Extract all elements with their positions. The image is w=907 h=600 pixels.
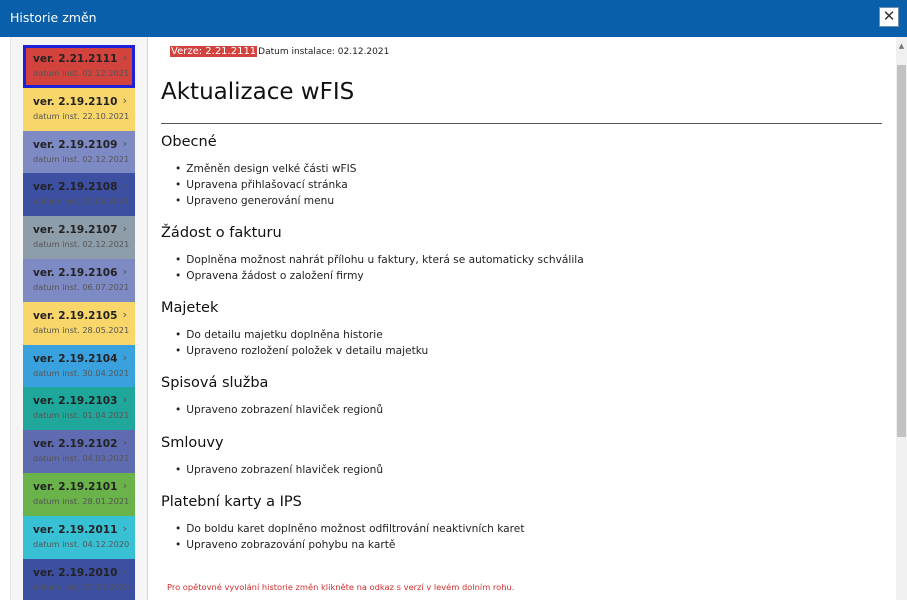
- version-number: ver. 2.19.2106: [33, 266, 118, 279]
- version-item[interactable]: [23, 131, 135, 174]
- install-date: Datum instalace: 02.12.2021: [258, 47, 390, 57]
- change-section: [161, 375, 383, 418]
- version-item[interactable]: [23, 216, 135, 259]
- version-item[interactable]: [23, 88, 135, 131]
- version-info-line: [170, 46, 389, 57]
- window-title: Historie změn: [10, 10, 97, 25]
- chevron-right-icon: ›: [122, 93, 127, 107]
- chevron-right-icon: ›: [122, 564, 127, 578]
- version-install-date: datum inst. 04.03.2021: [33, 453, 130, 464]
- version-install-date: datum inst. 28.01.2021: [33, 495, 130, 506]
- version-item[interactable]: [23, 559, 135, 600]
- section-heading: Obecné: [161, 134, 217, 150]
- version-number: ver. 2.19.2105: [33, 309, 118, 322]
- chevron-right-icon: ›: [122, 264, 127, 278]
- change-section: [161, 300, 428, 359]
- close-icon: ✕: [882, 7, 896, 25]
- change-item: • Do detailu majetku doplněna historie: [175, 327, 428, 343]
- change-item: • Opravena žádost o založení firmy: [175, 268, 584, 284]
- version-install-date: datum inst. 15.09.2021: [33, 196, 130, 207]
- version-item[interactable]: [23, 345, 135, 388]
- change-list: [175, 521, 524, 553]
- version-item[interactable]: [23, 516, 135, 559]
- version-number: ver. 2.19.2104: [33, 352, 118, 365]
- title-bar: [0, 0, 907, 37]
- change-detail-panel: [148, 37, 896, 600]
- change-list: [175, 402, 383, 418]
- change-item: • Upraveno zobrazení hlaviček regionů: [175, 402, 383, 418]
- change-list: [175, 462, 383, 478]
- change-item: • Upraveno rozložení položek v detailu majetku: [175, 343, 428, 359]
- version-install-date: datum inst. 02.12.2021: [33, 68, 130, 78]
- change-item: • Doplněna možnost nahrát přílohu u faktury, která se automaticky schválila: [175, 252, 584, 268]
- change-section: [161, 494, 524, 553]
- section-heading: Žádost o fakturu: [161, 225, 282, 241]
- change-item: • Upraveno zobrazování pohybu na kartě: [175, 537, 524, 553]
- version-install-date: datum inst. 30.04.2021: [33, 367, 130, 378]
- chevron-right-icon: ›: [122, 393, 127, 407]
- chevron-right-icon: ›: [122, 521, 127, 535]
- title-divider: [161, 123, 882, 124]
- version-install-date: datum inst. 01.04.2021: [33, 410, 130, 421]
- change-item: • Upraveno zobrazení hlaviček regionů: [175, 462, 383, 478]
- close-button[interactable]: [879, 7, 899, 27]
- change-section: [161, 435, 383, 478]
- version-number: ver. 2.19.2102: [33, 438, 118, 451]
- version-list: [23, 45, 135, 600]
- version-item[interactable]: [23, 259, 135, 302]
- chevron-right-icon: ›: [122, 436, 127, 450]
- version-badge: Verze: 2.21.2111: [171, 46, 257, 57]
- footnote: Pro opětovné vyvolání historie změn klikněte na odkaz s verzí v levém dolním rohu.: [167, 582, 515, 592]
- version-number: ver. 2.19.2110: [33, 95, 118, 108]
- version-number: ver. 2.19.2103: [33, 395, 118, 408]
- section-heading: Smlouvy: [161, 435, 224, 451]
- version-number: ver. 2.19.2011: [33, 523, 118, 536]
- version-number: ver. 2.19.2101: [33, 480, 118, 493]
- scroll-up-arrow-icon[interactable]: ▲: [898, 42, 905, 50]
- version-install-date: datum inst. 02.12.2021: [33, 239, 130, 250]
- version-item[interactable]: [23, 45, 135, 88]
- version-install-date: datum inst. 02.12.2021: [33, 153, 130, 164]
- version-number: ver. 2.21.2111: [33, 53, 118, 65]
- version-number: ver. 2.19.2107: [33, 224, 118, 237]
- version-install-date: datum inst. 28.05.2021: [33, 324, 130, 335]
- change-list: [175, 161, 356, 209]
- change-list: [175, 327, 428, 359]
- version-item[interactable]: [23, 387, 135, 430]
- change-section: [161, 225, 584, 284]
- chevron-right-icon: ›: [122, 136, 127, 150]
- scrollbar-thumb[interactable]: [897, 65, 906, 437]
- version-item[interactable]: [23, 302, 135, 345]
- chevron-right-icon: ›: [122, 307, 127, 321]
- vertical-scrollbar[interactable]: [896, 37, 907, 600]
- chevron-right-icon: ›: [122, 179, 127, 193]
- chevron-right-icon: ›: [122, 478, 127, 492]
- section-heading: Spisová služba: [161, 375, 269, 391]
- version-item[interactable]: [23, 473, 135, 516]
- version-item[interactable]: [23, 173, 135, 216]
- change-item: • Upravena přihlašovací stránka: [175, 177, 356, 193]
- version-item[interactable]: [23, 430, 135, 473]
- section-heading: Majetek: [161, 300, 219, 316]
- version-install-date: datum inst. 06.07.2021: [33, 281, 130, 292]
- version-sidebar: [10, 37, 148, 600]
- version-install-date: datum inst. 04.12.2020: [33, 538, 130, 549]
- version-install-date: datum inst. 27.10.2020: [33, 581, 130, 592]
- change-item: • Upraveno generování menu: [175, 193, 356, 209]
- section-heading: Platební karty a IPS: [161, 494, 302, 510]
- change-list: [175, 252, 584, 284]
- chevron-right-icon: ›: [122, 350, 127, 364]
- version-number: ver. 2.19.2108: [33, 181, 118, 194]
- change-section: [161, 134, 356, 209]
- version-number: ver. 2.19.2109: [33, 138, 118, 151]
- change-item: • Do boldu karet doplněno možnost odfiltrování neaktivních karet: [175, 521, 524, 537]
- change-item: • Změněn design velké části wFIS: [175, 161, 356, 177]
- page-title: Aktualizace wFIS: [161, 79, 355, 105]
- version-install-date: datum inst. 22.10.2021: [33, 110, 130, 121]
- chevron-right-icon: ›: [122, 222, 127, 236]
- version-number: ver. 2.19.2010: [33, 566, 118, 579]
- chevron-right-icon: ›: [122, 51, 127, 64]
